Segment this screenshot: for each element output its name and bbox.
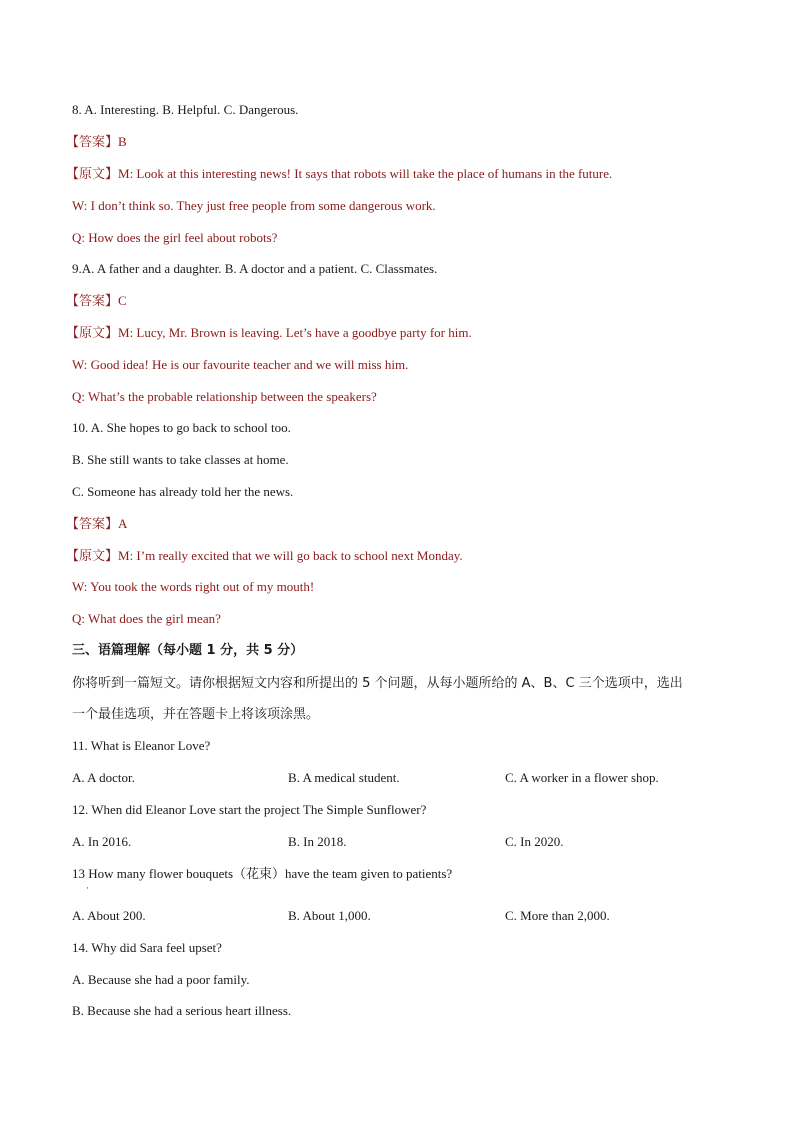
q10-option-a: 10. A. She hopes to go back to school too. [72,420,291,435]
q8-m-text: M: Look at this interesting news! It says that robots will take the place of humans in the future. [118,166,613,181]
q13-option-a: A. About 200. [72,908,146,923]
q8-answer-line [66,133,127,152]
original-tag: 【原文】 [66,326,119,341]
q9-original-w: W: Good idea! He is our favourite teacher and we will miss him. [72,357,409,372]
q10-answer: A [118,516,128,531]
q12-option-c: C. In 2020. [505,834,564,849]
q10-original-q: Q: What does the girl mean? [72,611,221,626]
q11-question: 11. What is Eleanor Love? [72,738,211,753]
section-heading: 三、语篇理解（每小题 1 分，共 5 分） [72,643,304,658]
q14-question: 14. Why did Sara feel upset? [72,940,222,955]
q8-original-q: Q: How does the girl feel about robots? [72,230,278,245]
section-instruction-2: 一个最佳选项，并在答题卡上将该项涂黑。 [72,707,320,722]
q13-option-b: B. About 1,000. [288,908,371,923]
q13-question: 13 How many flower bouquets（花束）have the team given to patients? [72,866,453,881]
q10-option-c: C. Someone has already told her the news. [72,484,294,499]
q10-answer-line [66,515,127,534]
q9-answer: C [118,293,127,308]
q8-original-w: W: I don’t think so. They just free people from some dangerous work. [72,198,436,213]
q12-option-b: B. In 2018. [288,834,347,849]
answer-tag: 【答案】 [66,294,119,309]
q14-option-b: B. Because she had a serious heart illness. [72,1003,292,1018]
q8-original-m [66,165,612,184]
original-tag: 【原文】 [66,549,119,564]
q11-option-a: A. A doctor. [72,770,135,785]
q8-question: 8. A. Interesting. B. Helpful. C. Dangerous. [72,102,299,117]
q11-option-c: C. A worker in a flower shop. [505,770,659,785]
section-instruction-1: 你将听到一篇短文。请你根据短文内容和所提出的 5 个问题，从每小题所给的 A、B、C 三个选项中，选出 [72,676,683,691]
q8-answer: B [118,134,127,149]
q12-question: 12. When did Eleanor Love start the project The Simple Sunflower? [72,802,427,817]
q13-option-c: C. More than 2,000. [505,908,610,923]
q10-option-b: B. She still wants to take classes at home. [72,452,289,467]
q9-question: 9.A. A father and a daughter. B. A doctor and a patient. C. Classmates. [72,261,438,276]
answer-tag: 【答案】 [66,135,119,150]
q11-option-b: B. A medical student. [288,770,400,785]
q9-original-q: Q: What’s the probable relationship between the speakers? [72,389,377,404]
q9-answer-line [66,292,127,311]
q10-original-w: W: You took the words right out of my mouth! [72,579,315,594]
answer-tag: 【答案】 [66,517,119,532]
q9-m-text: M: Lucy, Mr. Brown is leaving. Let’s have a goodbye party for him. [118,325,472,340]
q9-original-m [66,324,472,343]
stray-dot-mark: · [86,883,89,893]
q12-option-a: A. In 2016. [72,834,132,849]
q10-m-text: M: I’m really excited that we will go back to school next Monday. [118,548,463,563]
q10-original-m [66,547,463,566]
original-tag: 【原文】 [66,167,119,182]
q14-option-a: A. Because she had a poor family. [72,972,250,987]
